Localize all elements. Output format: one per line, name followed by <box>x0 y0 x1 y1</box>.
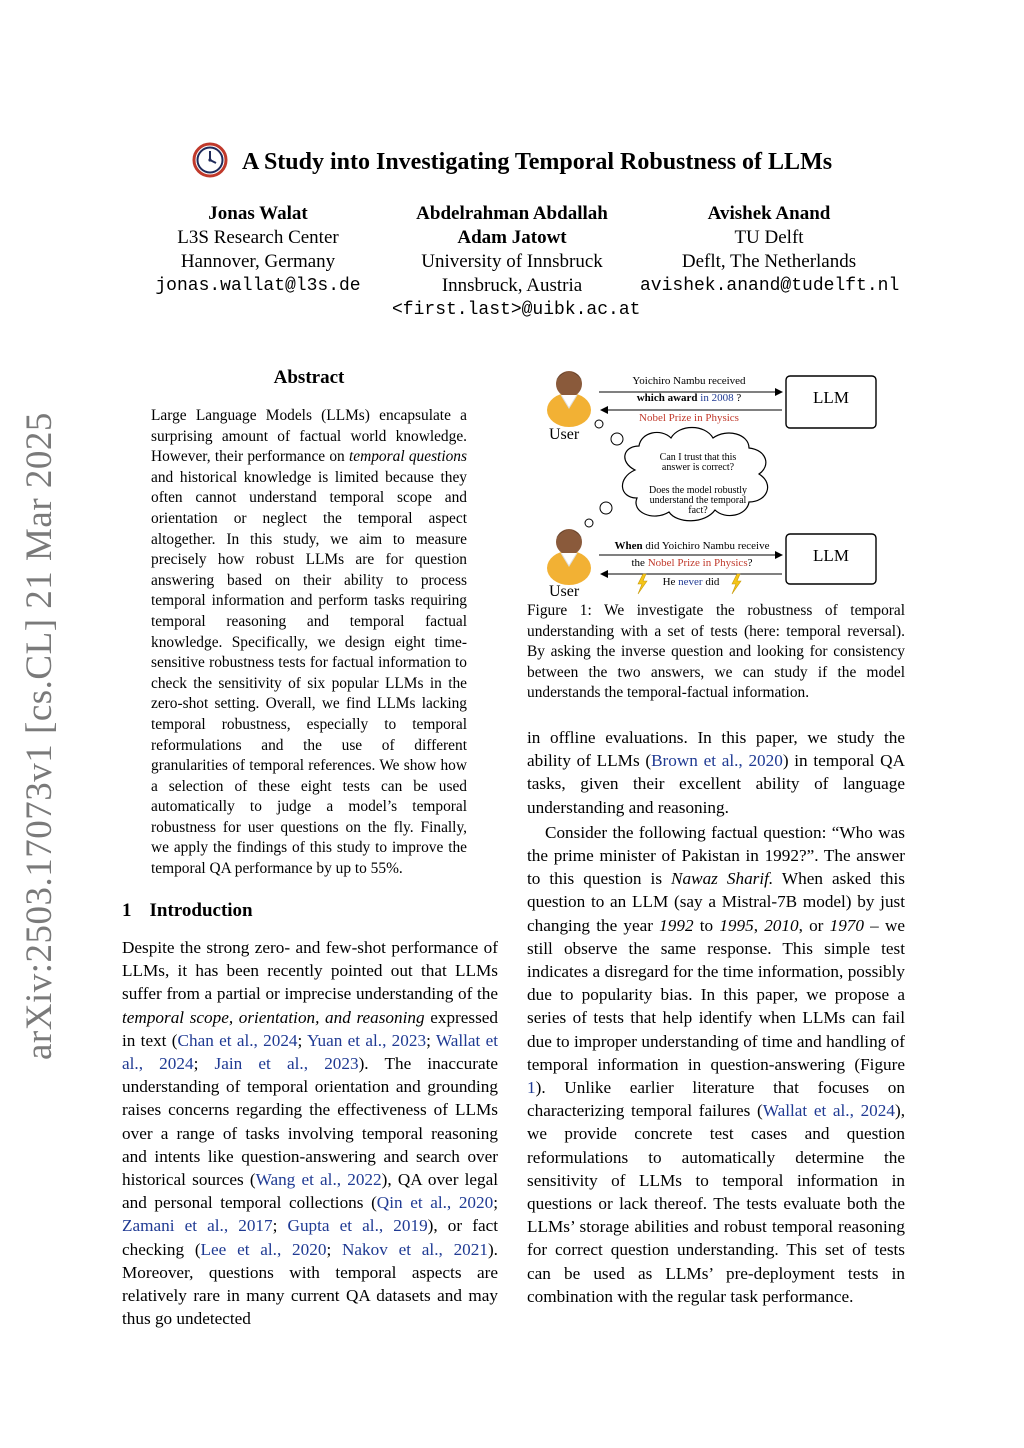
question-1-line-1: Yoichiro Nambu received <box>632 375 746 387</box>
citation-link[interactable]: Yuan et al., 2023 <box>307 1030 427 1050</box>
answer-2: He never did <box>662 576 720 588</box>
question-2-line-2: the Nobel Prize in Physics? <box>631 557 753 569</box>
figure-ref-link[interactable]: 1 <box>527 1078 536 1098</box>
abstract-body <box>151 406 467 880</box>
intro-left-column: Despite the strong zero- and few-shot performance of LLMs, it has been recently pointed out that LLMs suffer from a partial or imprecise understanding of the temporal scope, orientation, and reasoning expressed in text (Chan et al., 2024; Yuan et al., 2023; Wallat et al., 2024; Jain et al., 2023). The inaccurate understanding of temporal orientation and grounding raises concerns regarding the effectiveness of LLMs over a range of tasks involving temporal reasoning and intents like question-answering and search over historical sources (Wang et al., 2022), QA over legal and personal temporal collections (Qin et al., 2020; Zamani et al., 2017; Gupta et al., 2019), or fact checking (Lee et al., 2020; Nakov et al., 2021). Moreover, questions with temporal aspects are relatively rare in many current QA datasets and may thus go undetected <box>122 938 499 1329</box>
citation-link[interactable]: Chan et al., 2024 <box>177 1030 298 1050</box>
author-location: Innsbruck, Austria <box>441 275 583 296</box>
author-location: Deflt, The Netherlands <box>681 251 857 272</box>
user-avatar-icon <box>547 371 591 427</box>
citation-link[interactable]: Jain et al., 2023 <box>214 1054 359 1074</box>
llm-label: LLM <box>813 388 849 407</box>
clock-icon <box>192 142 228 185</box>
author-location: Hannover, Germany <box>180 251 336 272</box>
user-avatar-icon <box>547 529 591 585</box>
citation-link[interactable]: Wallat et al., 2024 <box>762 1101 895 1121</box>
user-label: User <box>549 583 580 600</box>
paper-title-block <box>0 142 1024 185</box>
llm-label: LLM <box>813 546 849 565</box>
citation-link[interactable]: Wallat et al., 2024 <box>122 1030 499 1074</box>
citation-link[interactable]: Gupta et al., 2019 <box>287 1216 428 1236</box>
user-label: User <box>549 426 580 443</box>
author-email: <first.last>@uibk.ac.at <box>392 300 641 320</box>
abstract-text: and historical knowledge is limited because they often cannot understand temporal scope and orientation or neglect the temporal aspect altogether. In this study, we aim to measure precisely how robust LLMs are for question answering based on their ability to process temporal information and perform tasks requiring temporal reasoning and temporal factual knowledge. Specifically, we design eight time-sensitive robustness tests for factual information to check the sensitivity of six popular LLMs in the zero-shot setting. Overall, we find LLMs lacking temporal robustness, especially to temporal reformulations and the use of different granularities of temporal references. We show how a selection of these eight tests can be used automatically to judge a model’s temporal robustness for user questions on the fly. Finally, we apply the findings of this study to improve the temporal QA performance by up to 55%. <box>151 468 467 878</box>
arxiv-sidebar-id: arXiv:2503.17073v1 [cs.CL] 21 Mar 2025 <box>19 412 60 1060</box>
citation-link[interactable]: Zamani et al., 2017 <box>122 1216 273 1236</box>
author-email: jonas.wallat@l3s.de <box>155 276 361 296</box>
abstract-heading: Abstract <box>273 367 345 388</box>
figure-1 <box>527 362 907 598</box>
question-2-line-1: When did Yoichiro Nambu receive <box>614 540 770 552</box>
citation-link[interactable]: Brown et al., 2020 <box>651 751 783 771</box>
author-name: Avishek Anand <box>707 203 831 224</box>
citation-link[interactable]: Nakov et al., 2021 <box>342 1239 488 1259</box>
paper-title: A Study into Investigating Temporal Robustness of LLMs <box>241 149 833 176</box>
author-block-1 <box>148 202 368 298</box>
section-heading <box>122 900 253 922</box>
author-affiliation: TU Delft <box>734 227 804 248</box>
abstract-emphasis: temporal questions <box>349 448 467 466</box>
author-affiliation: L3S Research Center <box>177 227 339 248</box>
section-title: Introduction <box>149 900 253 921</box>
author-name: Jonas Walat <box>208 203 308 224</box>
figure-1-caption: Figure 1: We investigate the robustness of temporal understanding with a set of tests (here: temporal reversal). By asking the inverse question and looking for consistency between the two answers, we can study if the model understands the temporal-factual information. <box>527 602 905 702</box>
author-name: Adam Jatowt <box>457 227 567 248</box>
section-number: 1 <box>122 900 132 921</box>
abstract-text: Large Language Models (LLMs) encapsulate a surprising amount of factual world knowledge. However, their performance on <box>151 407 467 466</box>
author-name: Abdelrahman Abdallah <box>416 203 608 224</box>
author-affiliation: University of Innsbruck <box>421 251 603 272</box>
answer-1: Nobel Prize in Physics <box>639 412 739 424</box>
question-1-line-2: which award in 2008 ? <box>636 392 742 404</box>
author-block-2 <box>392 202 641 322</box>
thought-text: Can I trust that this answer is correct? Does the model robustly understand the temporal fact? <box>648 452 748 516</box>
citation-link[interactable]: Wang et al., 2022 <box>255 1170 382 1190</box>
author-block-3 <box>640 202 898 298</box>
author-email: avishek.anand@tudelft.nl <box>640 276 900 296</box>
intro-right-column: in offline evaluations. In this paper, we study the ability of LLMs (Brown et al., 2020) in temporal QA tasks, given their excellent ability of language understanding and reasoning. Consider the following factual question: “Who was the prime minister of Pakistan in 1992?”. The answer to this question is Nawaz Sharif. When asked this question to an LLM (say a Mistral-7B model) by just changing the year 1992 to 1995, 2010, or 1970 – we still observe the same response. This simple test indicates a disregard for the time information, possibly due to popularity bias. In this paper, we propose a series of tests that help identify when LLMs can fail due to improper understanding of time and handling of temporal information in question-answering (Figure 1). Unlike earlier literature that focuses on characterizing temporal failures (Wallat et al., 2024), we provide concrete test cases and question reformulations to automatically determine the sensitivity of LLMs to temporal information in questions or lack thereof. The tests evaluate both the LLMs’ storage abilities and robust temporal reasoning for correct question understanding. This set of tests can be used as LLMs’ pre-deployment tests in combination with the regular task performance. <box>527 728 906 1306</box>
citation-link[interactable]: Qin et al., 2020 <box>376 1193 494 1213</box>
citation-link[interactable]: Lee et al., 2020 <box>200 1239 327 1259</box>
